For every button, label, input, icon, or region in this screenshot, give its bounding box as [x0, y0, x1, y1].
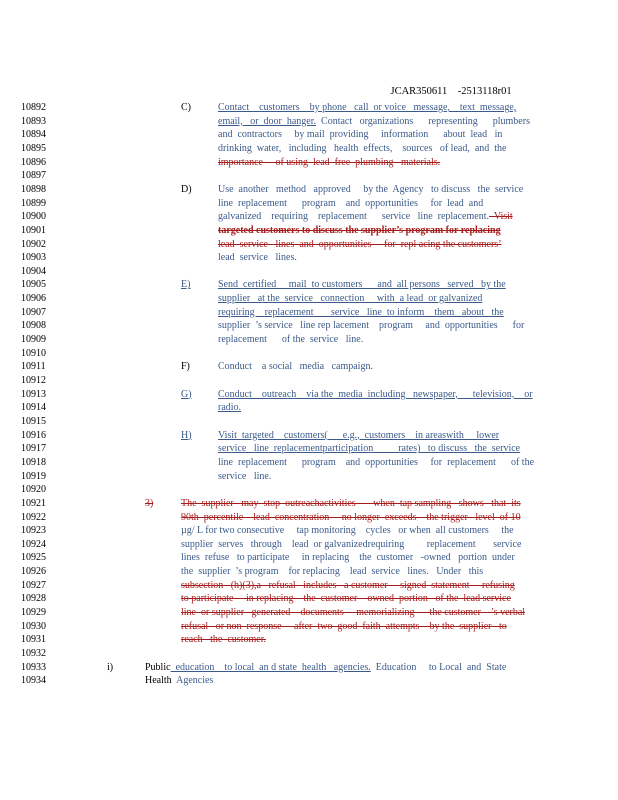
line-number: 10925: [21, 552, 46, 564]
line-number: 10926: [21, 566, 46, 578]
document-line: [0, 511, 618, 524]
line-text: [218, 156, 440, 169]
text-segment: lead service lines and opportunities for repl acing the customers’: [218, 238, 502, 250]
document-line: [0, 142, 618, 155]
text-segment: the supplier ’s program for replacing lead service lines. Under this: [181, 566, 484, 578]
line-number: 10929: [21, 607, 46, 619]
document-line: [0, 388, 618, 401]
text-segment: subsection (h)(3),a refusal includes a customer signed statement refusing: [181, 579, 515, 591]
item-label: G): [181, 388, 192, 400]
document-line: [0, 470, 618, 483]
text-segment: lead service lines.: [218, 252, 297, 264]
line-text: [218, 306, 504, 319]
document-line: [0, 401, 618, 414]
line-number: 10914: [21, 402, 46, 414]
line-number: 10893: [21, 115, 46, 127]
document-line: [0, 497, 618, 510]
line-number: 10930: [21, 620, 46, 632]
text-segment: service line replacementparticipation rates) to discuss the service: [218, 443, 521, 455]
line-number: 10895: [21, 142, 46, 154]
line-text: [218, 101, 516, 114]
document-line: [0, 238, 618, 251]
line-number: 10892: [21, 102, 46, 113]
line-number: 10921: [21, 497, 46, 509]
line-number: 10922: [21, 511, 46, 523]
line-text: [145, 661, 506, 674]
text-segment: to participate in replacing the customer owned portion of the lead service: [181, 593, 511, 605]
document-line: [0, 197, 618, 210]
line-number: 10905: [21, 279, 46, 291]
text-segment: replacement of the service line.: [218, 334, 364, 346]
document-line: [0, 183, 618, 196]
line-number: 10896: [21, 156, 46, 168]
line-text: [218, 115, 530, 128]
line-text: [218, 278, 506, 291]
line-text: [181, 551, 515, 564]
document-line: [0, 415, 618, 428]
text-segment: supplier at the service connection with a lead or galvanized: [218, 293, 483, 305]
text-segment: Agencies: [171, 675, 214, 687]
line-number: 10913: [21, 388, 46, 400]
document-line: [0, 647, 618, 660]
line-text: [218, 360, 373, 373]
text-segment: 90th percentile lead concentration no longer exceeds the trigger level of 10: [181, 511, 521, 523]
text-segment: line replacement program and opportunities for replacement of the: [218, 456, 535, 468]
document-line: [0, 101, 618, 114]
document-line: [0, 306, 618, 319]
text-segment: supplier serves through lead or galvanizedrequiring replacement service: [181, 538, 522, 550]
text-segment: email, or door hanger.: [218, 115, 317, 127]
line-text: [145, 674, 213, 687]
document-line: [0, 456, 618, 469]
document-line: [0, 674, 618, 687]
text-segment: education to local an d state health agencies.: [170, 661, 371, 673]
line-number: 10899: [21, 197, 46, 209]
document-line: [0, 551, 618, 564]
line-number: 10897: [21, 170, 46, 182]
line-number: 10927: [21, 579, 46, 591]
document-ref: -2513118r01: [457, 86, 512, 97]
item-label: H): [181, 429, 192, 441]
line-text: [181, 511, 521, 524]
line-text: [218, 442, 520, 455]
line-text: [218, 224, 501, 237]
text-segment: Contact organizations representing plumbers: [316, 115, 530, 127]
line-text: [181, 524, 514, 537]
text-segment: line or supplier generated documents memorializing the customer ’s verbal: [181, 607, 526, 619]
line-text: [218, 210, 513, 223]
line-text: [218, 142, 507, 155]
line-text: [218, 319, 524, 332]
document-line: [0, 265, 618, 278]
item-label: D): [181, 183, 192, 195]
line-number: 10894: [21, 129, 46, 141]
line-text: [181, 633, 266, 646]
document-line: [0, 442, 618, 455]
line-number: 10919: [21, 470, 46, 482]
text-segment: radio.: [218, 402, 242, 414]
line-text: [181, 497, 521, 510]
line-number: 10906: [21, 293, 46, 305]
line-text: [218, 128, 502, 141]
line-number: 10900: [21, 211, 46, 223]
line-number: 10898: [21, 183, 46, 195]
document-line: [0, 278, 618, 291]
text-segment: Send certified mail to customers and all persons served by the: [218, 279, 506, 291]
item-label: E): [181, 279, 191, 291]
text-segment: Health: [145, 675, 172, 687]
text-segment: reach the customer.: [181, 634, 266, 646]
text-segment: lines refuse to participate in replacing the customer -owned portion under: [181, 552, 515, 564]
text-segment: service line.: [218, 470, 272, 482]
text-segment: importance of using lead free plumbing materials.: [218, 156, 441, 168]
text-segment: µg/ L for two consecutive tap monitoring cycles or when all customers the: [181, 525, 514, 537]
line-number: 10911: [21, 361, 46, 373]
line-text: [218, 470, 271, 483]
line-number: 10934: [21, 675, 46, 687]
document-line: [0, 156, 618, 169]
document-line: [0, 579, 618, 592]
text-segment: refusal or non response after two good faith attempts by the supplier to: [181, 620, 507, 632]
text-segment: targeted customers to discuss the supplier’s program for replacing: [218, 224, 501, 236]
line-text: [181, 592, 511, 605]
line-text: [218, 251, 297, 264]
line-text: [218, 429, 499, 442]
text-segment: Public: [145, 661, 171, 673]
text-segment: Visit targeted customers( e.g., customers in areaswith lower: [218, 429, 500, 441]
line-number: 10928: [21, 593, 46, 605]
line-text: [218, 183, 523, 196]
line-text: [218, 388, 533, 401]
document-line: [0, 169, 618, 182]
text-segment: drinking water, including health effects, sources of lead, and the: [218, 142, 507, 154]
document-line: [0, 333, 618, 346]
item-label: C): [181, 102, 191, 113]
document-line: [0, 292, 618, 305]
line-number: 10903: [21, 252, 46, 264]
line-number: 10910: [21, 347, 46, 359]
document-line: [0, 210, 618, 223]
text-segment: Education to Local and State: [370, 661, 507, 673]
document-line: [0, 224, 618, 237]
line-number: 10901: [21, 224, 46, 236]
line-number: 10931: [21, 634, 46, 646]
line-number: 10904: [21, 265, 46, 277]
line-number: 10918: [21, 456, 46, 468]
line-number: 10915: [21, 415, 46, 427]
line-text: [218, 401, 241, 414]
line-number: 10916: [21, 429, 46, 441]
document-line: [0, 128, 618, 141]
line-text: [218, 456, 534, 469]
item-label: i): [107, 661, 114, 673]
document-line: [0, 429, 618, 442]
line-text: [218, 238, 502, 251]
line-number: 10932: [21, 648, 46, 659]
document-line: [0, 661, 618, 674]
document-line: [0, 633, 618, 646]
line-text: [218, 197, 483, 210]
document-line: [0, 360, 618, 373]
document-line: [0, 483, 618, 496]
document-line: [0, 374, 618, 387]
line-number: 10908: [21, 320, 46, 332]
line-number: 10920: [21, 484, 46, 496]
line-text: [218, 292, 482, 305]
document-line: [0, 347, 618, 360]
line-number: 10912: [21, 375, 46, 386]
text-segment: The supplier may stop outreachactivities when tap sampling shows that its: [181, 497, 521, 509]
line-text: [218, 333, 363, 346]
text-segment: and contractors by mail providing information about lead in: [218, 129, 503, 141]
document-line: [0, 538, 618, 551]
text-segment: Conduct a social media campaign.: [218, 361, 373, 373]
line-text: [181, 565, 483, 578]
line-text: [181, 606, 525, 619]
document-line: [0, 565, 618, 578]
text-segment: Use another method approved by the Agency to discuss the service: [218, 183, 524, 195]
line-number: 10917: [21, 443, 46, 455]
line-text: [181, 579, 515, 592]
line-number: 10909: [21, 334, 46, 346]
document-line: [0, 251, 618, 264]
document-line: [0, 606, 618, 619]
line-number: 10924: [21, 538, 46, 550]
line-text: [181, 620, 507, 633]
text-segment: supplier ’s service line rep lacement program and opportunities for: [218, 320, 525, 332]
text-segment: Contact customers by phone call or voice message, text message,: [218, 102, 517, 113]
line-number: 10902: [21, 238, 46, 250]
line-number: 10923: [21, 525, 46, 537]
document-line: [0, 620, 618, 633]
text-segment: Visit: [489, 211, 513, 223]
document-id: JCAR350611: [390, 86, 448, 97]
text-segment: Conduct outreach via the media including newspaper, television, or: [218, 388, 533, 400]
document-line: [0, 115, 618, 128]
text-segment: requiring replacement service line to inform them about the: [218, 306, 504, 318]
document-line: [0, 524, 618, 537]
line-text: [181, 538, 521, 551]
item-label: F): [181, 361, 190, 373]
line-number: 10933: [21, 661, 46, 673]
text-segment: line replacement program and opportunities for lead and: [218, 197, 484, 209]
line-number: 10907: [21, 306, 46, 318]
item-label: 3): [145, 497, 154, 509]
document-line: [0, 319, 618, 332]
text-segment: galvanized requiring replacement service line replacement.: [218, 211, 489, 223]
document-line: [0, 592, 618, 605]
